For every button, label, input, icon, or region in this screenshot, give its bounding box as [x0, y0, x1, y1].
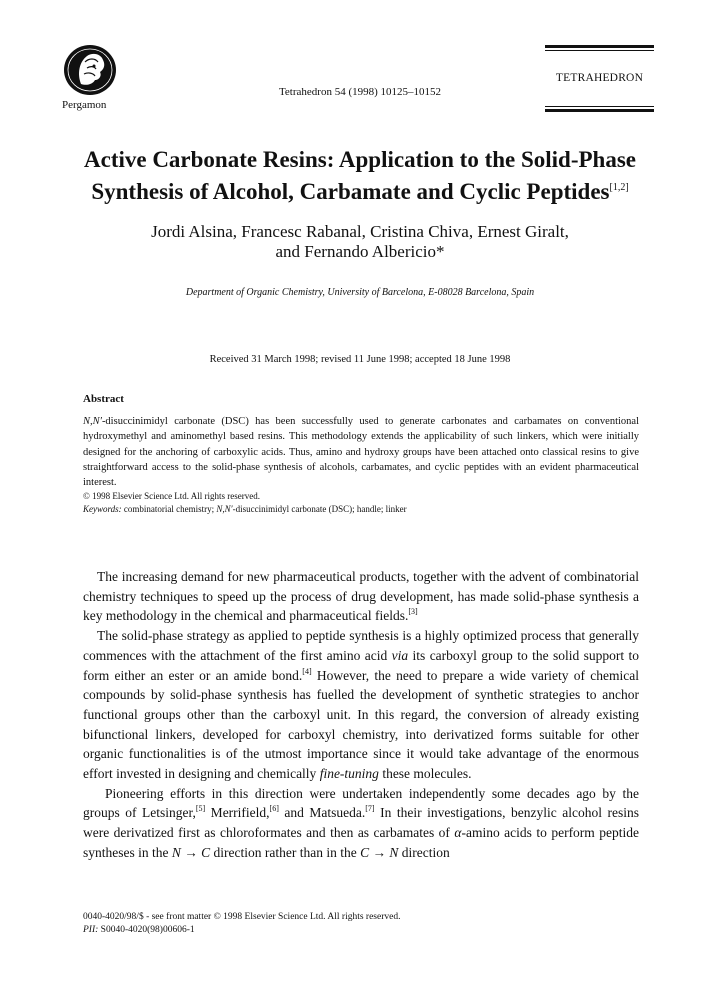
- citation-ref[interactable]: [3]: [408, 607, 418, 617]
- keywords-nn: N,N′: [216, 504, 233, 515]
- pii-value: S0040-4020(98)00606-1: [98, 925, 195, 935]
- footer-copyright: 0040-4020/98/$ - see front matter © 1998 Elsevier Science Ltd. All rights reserved.: [83, 912, 401, 922]
- author-list: [40, 222, 680, 262]
- header-rule: [545, 109, 654, 112]
- affiliation: Department of Organic Chemistry, University of Barcelona, E-08028 Barcelona, Spain: [185, 287, 535, 298]
- citation-ref[interactable]: [5]: [195, 804, 206, 814]
- title-text: Active Carbonate Resins: Application to the Solid-Phase Synthesis of Alcohol, Carbamate and Cyclic Peptides: [84, 147, 636, 204]
- abstract-copyright: © 1998 Elsevier Science Ltd. All rights reserved.: [83, 491, 261, 502]
- header-rule: [545, 45, 654, 48]
- p2-c: However, the need to prepare a wide variety of chemical compounds by solid-phase synthesis has fuelled the development of synthetic strategies to anchor functional groups other than the carboxyl unit. In this regard, the conversion of already existing bifunctional linkers, developed for carboxyl chemistry, into derivatized forms suitable for other organic functionalities is of the utmost importance since it would take advantage of the enormous effort invested in designing and chemically: [83, 667, 640, 782]
- abstract-text: [83, 414, 639, 490]
- header-rule: [545, 106, 654, 107]
- citation-ref[interactable]: [4]: [302, 666, 312, 676]
- keywords-a: combinatorial chemistry;: [121, 504, 217, 515]
- p3-e: -amino acids to perform peptide syntheses in the: [83, 825, 639, 860]
- p3-b: Merrifield,: [205, 805, 270, 821]
- journal-name: TETRAHEDRON: [555, 72, 644, 84]
- p2-fine: fine-tuning: [319, 766, 379, 782]
- p3-d: In their investigations, benzylic alcohol resins were derivatized first as chloroformates and then as carbamates of: [83, 805, 639, 841]
- p2-b: its carboxyl group to the solid support to form either an ester or an amide bond.: [83, 647, 639, 683]
- p3-cn: C → N: [360, 844, 399, 860]
- keywords-b: -disuccinimidyl carbonate (DSC); handle; linker: [232, 504, 407, 515]
- pii-label: PII:: [83, 925, 99, 935]
- footer-pii: [83, 924, 400, 937]
- paragraph-3: [83, 784, 639, 863]
- p3-f: direction rather than in the: [210, 844, 361, 860]
- abstract-heading: Abstract: [83, 393, 124, 405]
- p3-alpha: α: [454, 825, 462, 841]
- keywords: [83, 503, 639, 516]
- citation-ref[interactable]: [7]: [365, 804, 375, 814]
- p3-c: and Matsueda.: [278, 805, 366, 821]
- header-rule: [545, 50, 654, 51]
- p3-a: Pioneering efforts in this direction were undertaken independently some decades ago by the groups of Letsinger,: [83, 785, 639, 821]
- paragraph-2: [83, 626, 639, 784]
- p2-d: these molecules.: [378, 766, 472, 782]
- title-refs[interactable]: [1,2]: [609, 182, 629, 193]
- p3-nc: N → C: [171, 844, 211, 860]
- received-dates: Received 31 March 1998; revised 11 June 1998; accepted 18 June 1998: [209, 354, 511, 365]
- abstract-body: [83, 414, 639, 516]
- keywords-label: Keywords:: [83, 504, 122, 515]
- p2-via: via: [391, 647, 409, 663]
- author-line: Jordi Alsina, Francesc Rabanal, Cristina Chiva, Ernest Giralt,: [151, 222, 569, 241]
- paper-title: [40, 146, 680, 206]
- p2-a: The solid-phase strategy as applied to peptide synthesis is a highly optimized process that generally commences with the attachment of the first amino acid: [83, 628, 639, 663]
- p1-text: The increasing demand for new pharmaceutical products, together with the advent of combinatorial chemistry techniques to speed up the process of drug development, has made solid-phase synthesis a key methodology in the chemical and pharmaceutical fields.: [83, 569, 639, 624]
- abstract-main: -disuccinimidyl carbonate (DSC) has been successfully used to generate carbonates and carbamates on conventional hydroxymethyl and aminomethyl based resins. This methodology extends the applicability of such linkers, which were initially designed for the anchoring of carboxylic acids. Thus, amino and hydroxy groups have been attached onto classical resins to give straightforward access to the solid-phase synthesis of alcohols, carbamates, and cyclic peptides with an evident pharmaceutical interest.: [83, 416, 639, 489]
- author-line: and Fernando Albericio*: [275, 242, 445, 261]
- paragraph-1: [83, 567, 639, 626]
- main-text: [83, 567, 639, 863]
- publisher-name: Pergamon: [62, 99, 107, 111]
- abstract-lead: N,N′: [83, 416, 102, 427]
- journal-citation: Tetrahedron 54 (1998) 10125–10152: [278, 86, 442, 98]
- citation-ref[interactable]: [6]: [269, 804, 279, 814]
- p3-g: direction: [398, 844, 450, 860]
- footer: [83, 911, 400, 937]
